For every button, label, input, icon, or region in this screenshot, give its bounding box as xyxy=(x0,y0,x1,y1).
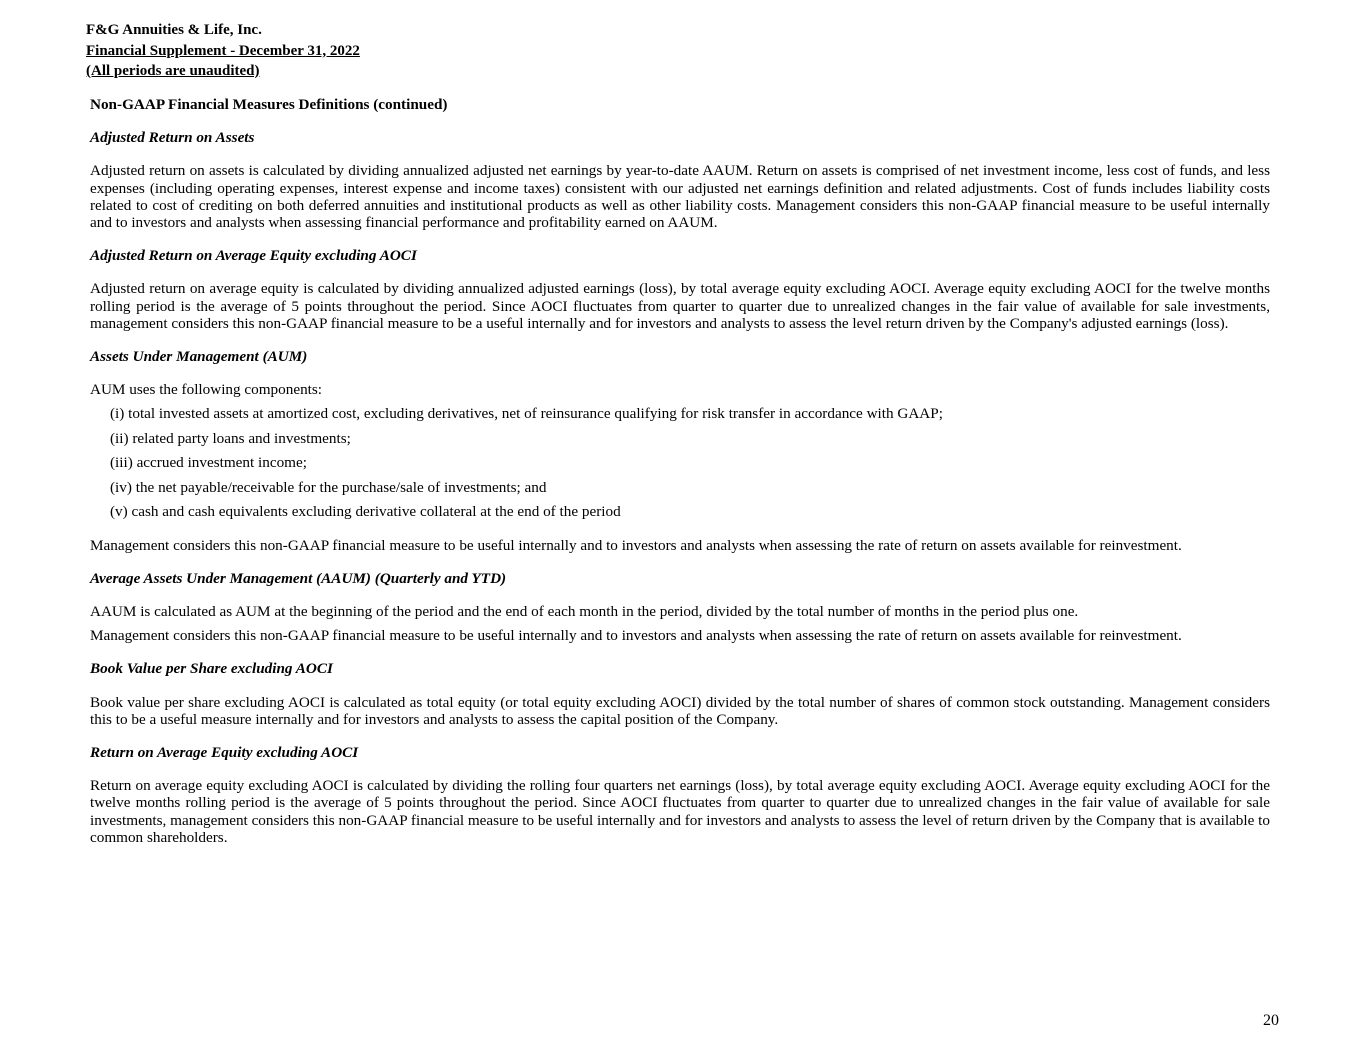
bvps-heading: Book Value per Share excluding AOCI xyxy=(90,660,333,678)
aum-text: Management considers this non-GAAP financial measure to be useful internally and to investors and analysts when assessing the rate of return on assets available for reinvestment. xyxy=(90,536,1182,554)
bvps-text: Book value per share excluding AOCI is calculated as total equity (or total equity excluding AOCI) divided by the total number of shares of common stock outstanding. Management considers this to be a useful measure internally and for investors and analysts to assess the capital position of the Company. xyxy=(90,693,1270,728)
supplement-title: Financial Supplement - December 31, 2022 xyxy=(86,42,360,59)
unaudited-note: (All periods are unaudited) xyxy=(86,63,260,79)
list-item: (iii) accrued investment income; xyxy=(110,454,307,472)
aum-heading: Assets Under Management (AUM) xyxy=(90,348,308,366)
company-name: F&G Annuities & Life, Inc. xyxy=(86,22,262,38)
section-title: Non-GAAP Financial Measures Definitions (continued) xyxy=(90,96,448,113)
aaum-heading: Average Assets Under Management (AAUM) (Quarterly and YTD) xyxy=(90,569,507,587)
page-header xyxy=(86,20,360,82)
roe-heading: Return on Average Equity excluding AOCI xyxy=(90,744,359,762)
document-body xyxy=(90,96,1270,862)
adjusted-roe-text: Adjusted return on average equity is calculated by dividing annualized adjusted earnings (loss), by total average equity excluding AOCI. Average equity excluding AOCI for the twelve months rolling period is the average of 5 points throughout the period. Since AOCI fluctuates from quarter to quarter due to unrealized changes in the fair value of available for sale investments, management considers this non-GAAP financial measure to be a useful internally and for investors and analysts to assess the level return driven by the Company's adjusted earnings (loss). xyxy=(90,280,1270,332)
list-item: (ii) related party loans and investments; xyxy=(110,429,351,447)
adjusted-roe-heading: Adjusted Return on Average Equity excluding AOCI xyxy=(90,247,417,265)
roe-text: Return on average equity excluding AOCI is calculated by dividing the rolling four quarters net earnings (loss), by total average equity excluding AOCI. Average equity excluding AOCI for the twelve months rolling period is the average of 5 points throughout the period. Since AOCI fluctuates from quarter to quarter due to unrealized changes in the fair value of available for sale investments, management considers this non-GAAP financial measure to be useful internally and for investors and analysts to assess the level of return driven by the Company that is available to common shareholders. xyxy=(90,777,1270,846)
list-item: (iv) the net payable/receivable for the purchase/sale of investments; and xyxy=(110,478,547,496)
aum-components-list xyxy=(90,405,1270,520)
list-item: (i) total invested assets at amortized cost, excluding derivatives, net of reinsurance qualifying for risk transfer in accordance with GAAP; xyxy=(110,405,943,423)
aaum-text-2: Management considers this non-GAAP financial measure to be useful internally and to investors and analysts when assessing the rate of return on assets available for reinvestment. xyxy=(90,627,1182,645)
adjusted-roa-heading: Adjusted Return on Assets xyxy=(90,129,255,147)
page-number: 20 xyxy=(1263,1012,1279,1029)
aaum-text-1: AAUM is calculated as AUM at the beginning of the period and the end of each month in the period, divided by the total number of months in the period plus one. xyxy=(90,603,1079,621)
adjusted-roa-text: Adjusted return on assets is calculated by dividing annualized adjusted net earnings by year-to-date AAUM. Return on assets is comprised of net investment income, less cost of funds, and less expenses (including operating expenses, interest expense and income taxes) consistent with our adjusted net earnings definition and related adjustments. Cost of funds includes liability costs related to cost of crediting on both deferred annuities and institutional products as well as other liability costs. Management considers this non-GAAP financial measure to be useful internally and to investors and analysts when assessing financial performance and profitability earned on AAUM. xyxy=(90,162,1270,232)
aum-intro: AUM uses the following components: xyxy=(90,381,323,399)
list-item: (v) cash and cash equivalents excluding derivative collateral at the end of the period xyxy=(110,503,621,521)
